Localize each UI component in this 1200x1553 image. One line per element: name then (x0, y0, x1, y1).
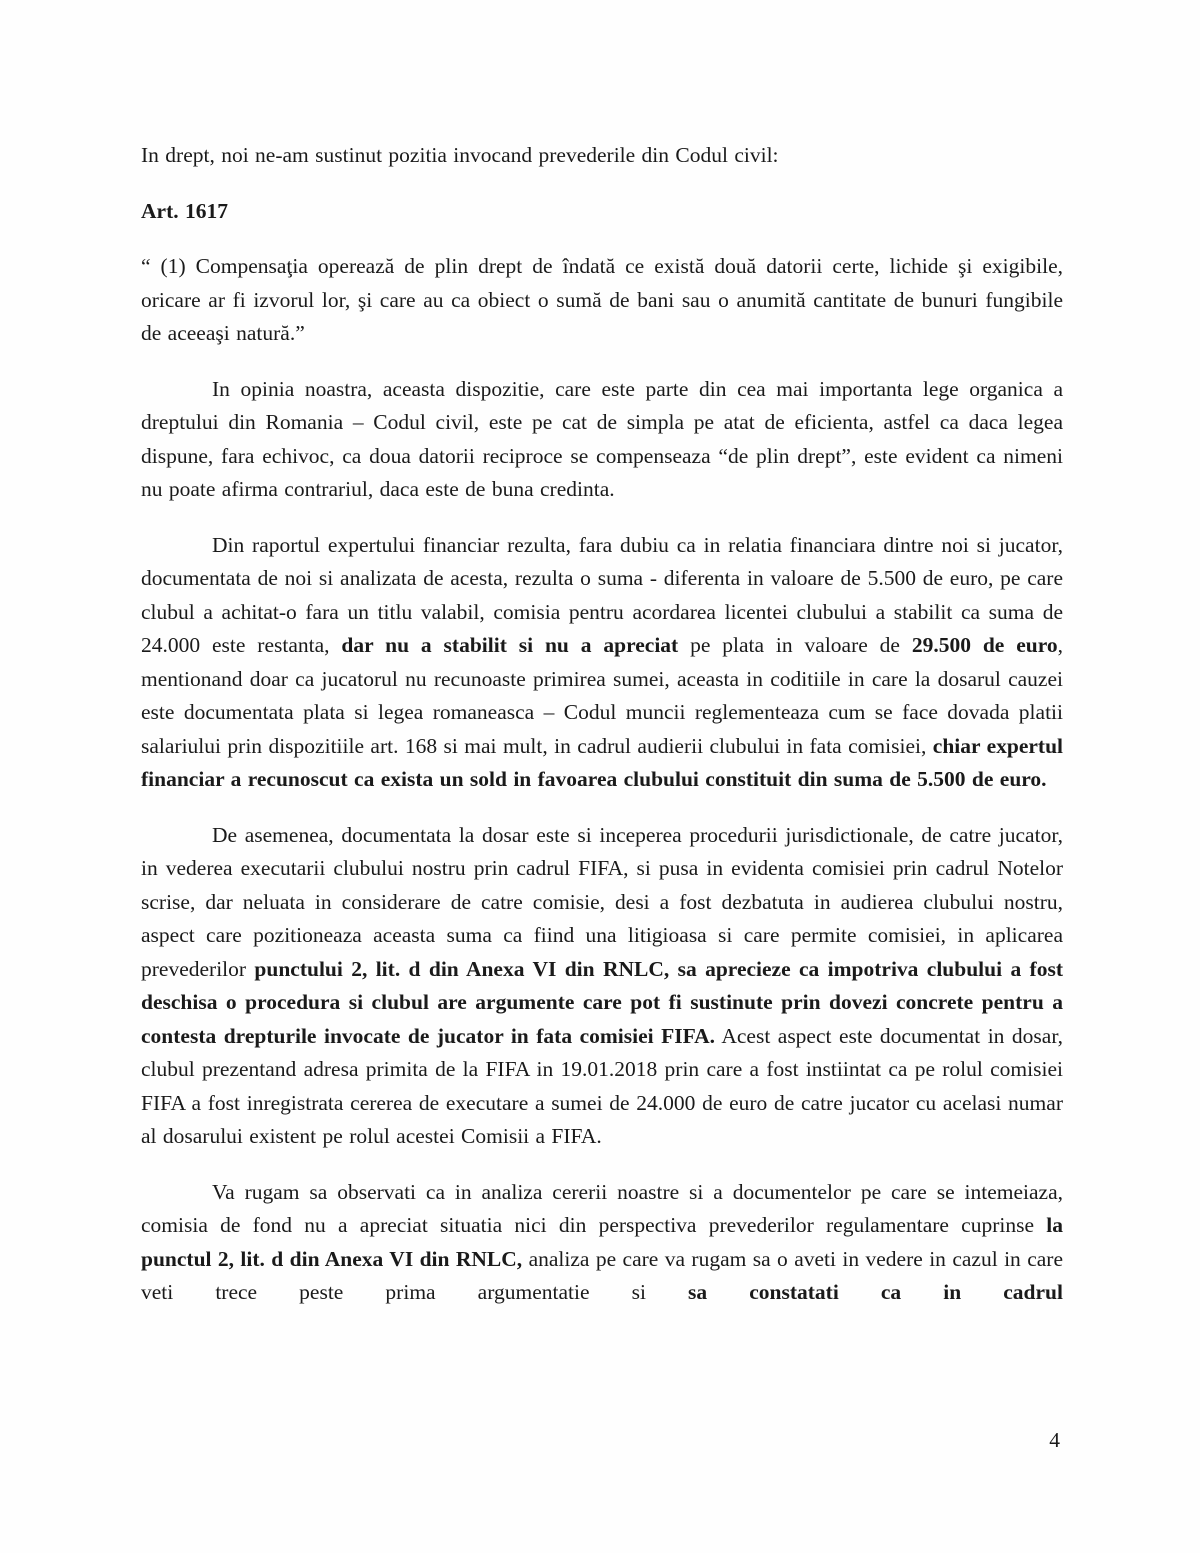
paragraph-fifa-procedure (141, 819, 1063, 1154)
bold-text-segment: punctului 2, lit. d din Anexa VI din RNLC, sa aprecieze ca impotriva clubului a fost deschisa o procedura si clubul are argumente care pot fi sustinute prin dovezi concrete pentru a contesta drepturile invocate de jucator in fata comisiei FIFA. (141, 956, 1063, 1048)
paragraph-expert-report (141, 529, 1063, 797)
text-segment: Va rugam sa observati ca in analiza cererii noastre si a documentelor pe care se intemeiaza, comisia de fond nu a apreciat situatia nici din perspectiva prevederilor regulamentare cuprinse (141, 1179, 1063, 1237)
text-segment: Din raportul expertului financiar rezulta, fara dubiu ca in relatia financiara dintre noi si jucator, documentata de noi si analizata de acesta, rezulta o suma - diferenta in valoare de 5.500 de euro, pe care clubul a achitat-o fara un titlu valabil, comisia pentru acordarea licentei clubului a stabilit ca suma de 24.000 este restanta, (141, 532, 1063, 657)
document-body (141, 139, 1063, 1332)
text-segment: , mentionand doar ca jucatorul nu recunoaste primirea sumei, aceasta in coditiile in care la dosarul cauzei este documentata plata si legea romaneasca – Codul muncii reglementeaza cum se face dovada platii salariului prin dispozitiile art. 168 si mai mult, in cadrul audierii clubului in fata comisiei, (141, 633, 1063, 758)
bold-text-segment: Art. 1617 (141, 198, 228, 223)
bold-text-segment: 29.500 de euro (911, 633, 1058, 657)
paragraph-opinion (141, 373, 1063, 507)
paragraph-intro (141, 139, 1063, 173)
text-segment: “ (1) Compensaţia operează de plin drept de îndată ce există două datorii certe, lichide şi exigibile, oricare ar fi izvorul lor, şi care au ca obiect o sumă de bani sau o anumită cantitate de bunuri fungibile de aceeaşi natură.” (141, 254, 1063, 345)
bold-text-segment: sa constatati ca in cadrul (688, 1280, 1063, 1304)
text-segment: De asemenea, documentata la dosar este si inceperea procedurii jurisdictionale, de catre jucator, in vederea executarii clubului nostru prin cadrul FIFA, si pusa in evidenta comisiei prin cadrul Notelor scrise, dar neluata in considerare de catre comisie, desi a fost dezbatuta in audierea clubului nostru, aspect care pozitioneaza aceasta suma ca fiind una litigioasa si care permite comisiei, in aplicarea prevederilor (141, 822, 1063, 981)
paragraph-request (141, 1176, 1063, 1310)
bold-text-segment: dar nu a stabilit si nu a apreciat (341, 633, 679, 657)
text-segment: In opinia noastra, aceasta dispozitie, care este parte din cea mai importanta lege organica a dreptului din Romania – Codul civil, este pe cat de simpla pe atat de eficienta, astfel ca daca legea dispune, fara echivoc, ca doua datorii reciproce se compenseaza “de plin drept”, este evident ca nimeni nu poate afirma contrariul, daca este de buna credinta. (141, 376, 1063, 501)
heading-art-1617 (141, 195, 1063, 229)
bold-text-segment: chiar expertul financiar a recunoscut ca exista un sold in favoarea clubului constituit din suma de 5.500 de euro. (141, 733, 1063, 791)
text-segment: In drept, noi ne-am sustinut pozitia invocand prevederile din Codul civil: (141, 143, 779, 167)
text-segment: pe plata in valoare de (678, 633, 912, 657)
page-number: 4 (1049, 1428, 1060, 1452)
bold-text-segment: la punctul 2, lit. d din Anexa VI din RNLC, (141, 1213, 1063, 1271)
paragraph-quote-art-1617 (141, 250, 1063, 351)
text-segment: analiza pe care va rugam sa o aveti in vedere in cazul in care veti trece peste prima argumentatie si (141, 1246, 1063, 1304)
text-segment: Acest aspect este documentat in dosar, clubul prezentand adresa primita de la FIFA in 19.01.2018 prin care a fost instiintat ca pe rolul comisiei FIFA a fost inregistrata cererea de executare a sumei de 24.000 de euro de catre jucator cu acelasi numar al dosarului existent pe rolul acestei Comisii a FIFA. (141, 1023, 1063, 1148)
